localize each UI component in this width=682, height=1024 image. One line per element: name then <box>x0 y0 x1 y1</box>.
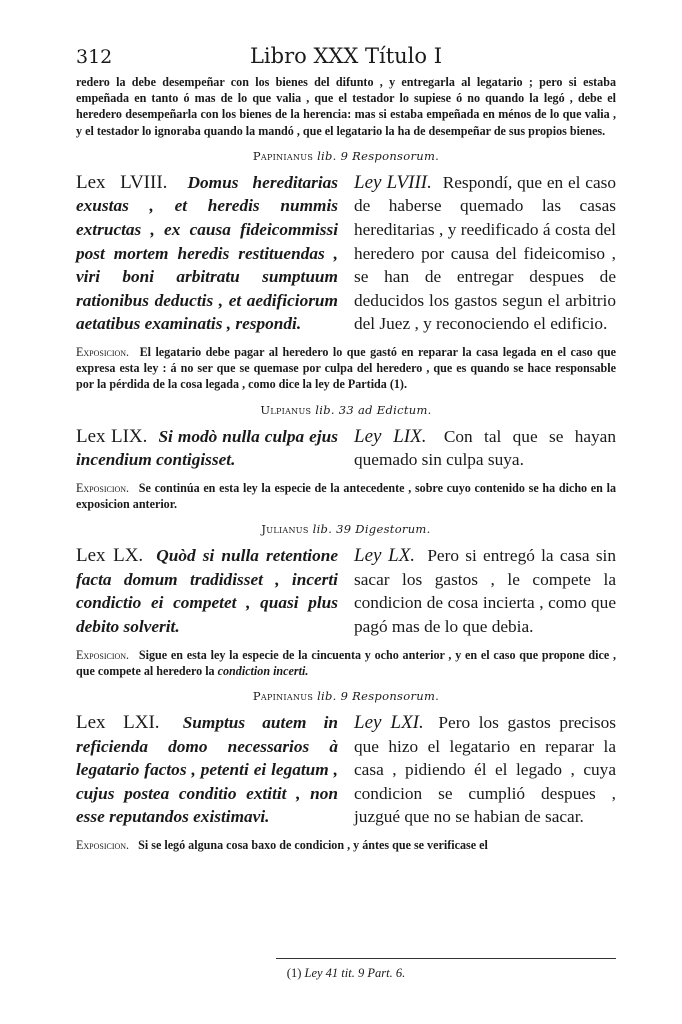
author-line <box>76 689 616 703</box>
exposition <box>76 647 616 679</box>
spanish-text: Con tal que se hayan quemado sin culpa suya. <box>354 426 616 470</box>
latin-column <box>76 171 338 336</box>
author-line <box>76 149 616 163</box>
page-number: 312 <box>76 46 113 68</box>
continuation-paragraph: redero la debe desempeñar con los bienes del difunto , y entregarla al legatario ; pero si estaba empeñada en tanto ó mas de lo que valia , que el testador lo supiese ó no quando la legó , debe el heredero desempeñarla con los bienes de la herencia: mas si estaba empeñada en ménos de lo que valia , y el testador lo ignoraba quando la mandó , que el legatario la ha de desempeñar de sus propios bienes. <box>76 75 616 138</box>
author-reference: lib. 9 Responsorum. <box>317 688 440 703</box>
spanish-text: Pero si entregó la casa sin sacar los gastos , le compete la condicion de cosa incierta , como que pagó mas de lo que debia. <box>354 546 616 636</box>
exposition-text: Si se legó alguna cosa baxo de condicion , y ántes que se verificase el <box>138 837 488 852</box>
latin-text: Si modò nulla culpa ejus incendium contigisset. <box>76 426 338 470</box>
law-section-58 <box>76 149 616 393</box>
latin-text: Quòd si nulla retentione facta domum tradidisset , incerti condictio ei competet , quasi plus debito solverit. <box>76 546 339 636</box>
law-section-60 <box>76 522 616 679</box>
footnote-marker: (1) <box>286 966 302 980</box>
spanish-label: Ley LX. <box>354 545 416 567</box>
footnote <box>76 966 616 981</box>
latin-text: Domus hereditarias exustas , et heredis nummis extructas , ex causa fideicommissi post mortem heredis restituendas , viri boni arbitratu sumptuum rationibus deductis , et aedificiorum aetatibus examinatis , respondi. <box>76 172 338 334</box>
author-name: Papinianus <box>252 688 314 703</box>
spanish-column <box>354 425 616 472</box>
law-section-59 <box>76 403 616 513</box>
law-text-columns <box>76 544 616 638</box>
author-line <box>76 403 616 417</box>
latin-column <box>76 425 338 472</box>
author-name: Julianus <box>261 522 309 537</box>
spanish-column <box>354 171 616 336</box>
author-line <box>76 522 616 536</box>
running-head <box>76 40 616 74</box>
exposition-label: Exposicion. <box>76 344 130 359</box>
latin-column <box>76 711 338 829</box>
footnote-rule <box>276 958 616 959</box>
exposition <box>76 344 616 393</box>
latin-label: Lex LXI. <box>76 711 160 733</box>
exposition-text: El legatario debe pagar al heredero lo que gastó en reparar la casa legada en el caso que expresa esta ley : á no ser que se quemase por culpa del heredero , que es quando se hace responsable por la pérdida de la cosa legada , como dice la ley de Partida (1). <box>76 344 616 392</box>
latin-label: Lex LX. <box>76 545 144 567</box>
book-page <box>76 40 616 980</box>
exposition-label: Exposicion. <box>76 480 130 495</box>
author-reference: lib. 39 Digestorum. <box>312 522 431 537</box>
spanish-text: Respondí, que en el caso de haberse quemado las casas hereditarias , y reedificado á costa del heredero por causa del fideicomiso , se han de entregar despues de deducidos los gastos segun el arbitrio del Juez , y reconociendo el edificio. <box>354 172 616 334</box>
spanish-column <box>354 544 616 638</box>
exposition-label: Exposicion. <box>76 647 130 662</box>
exposition <box>76 480 616 512</box>
law-section-61 <box>76 689 616 853</box>
spanish-text: Pero los gastos precisos que hizo el legatario en reparar la casa , pidiendo él el legado , cuya condicion se cumplió despues , juzgué que no se habian de sacar. <box>354 712 616 827</box>
author-reference: lib. 9 Responsorum. <box>317 148 440 163</box>
latin-text: Sumptus autem in reficienda domo necessarios à legatario factos , petenti ei legatum , cujus postea conditio extitit , non esse reputandos existimavi. <box>76 712 338 827</box>
author-name: Ulpianus <box>260 402 312 417</box>
spanish-column <box>354 711 616 829</box>
law-text-columns <box>76 171 616 336</box>
author-name: Papinianus <box>252 148 314 163</box>
exposition <box>76 837 616 853</box>
spanish-label: Ley LXI. <box>354 711 424 733</box>
latin-column <box>76 544 338 638</box>
author-reference: lib. 33 ad Edictum. <box>315 402 432 417</box>
exposition-text: Sigue en esta ley la especie de la cincuenta y ocho anterior , y en el caso que propone dice , que compete al heredero la <box>76 647 616 678</box>
law-text-columns <box>76 711 616 829</box>
running-title: Libro XXX Título I <box>249 44 442 68</box>
spanish-label: Ley LVIII. <box>354 171 432 193</box>
exposition-text: Se continúa en esta ley la especie de la antecedente , sobre cuyo contenido se ha dicho en la exposicion anterior. <box>76 480 616 511</box>
law-text-columns <box>76 425 616 472</box>
footnote-reference: Ley 41 tit. 9 Part. 6. <box>304 966 406 980</box>
latin-label: Lex LVIII. <box>76 171 168 193</box>
spanish-label: Ley LIX. <box>354 425 427 447</box>
exposition-label: Exposicion. <box>76 837 130 852</box>
exposition-italic: condiction incerti. <box>217 663 309 678</box>
latin-label: Lex LIX. <box>76 425 148 447</box>
